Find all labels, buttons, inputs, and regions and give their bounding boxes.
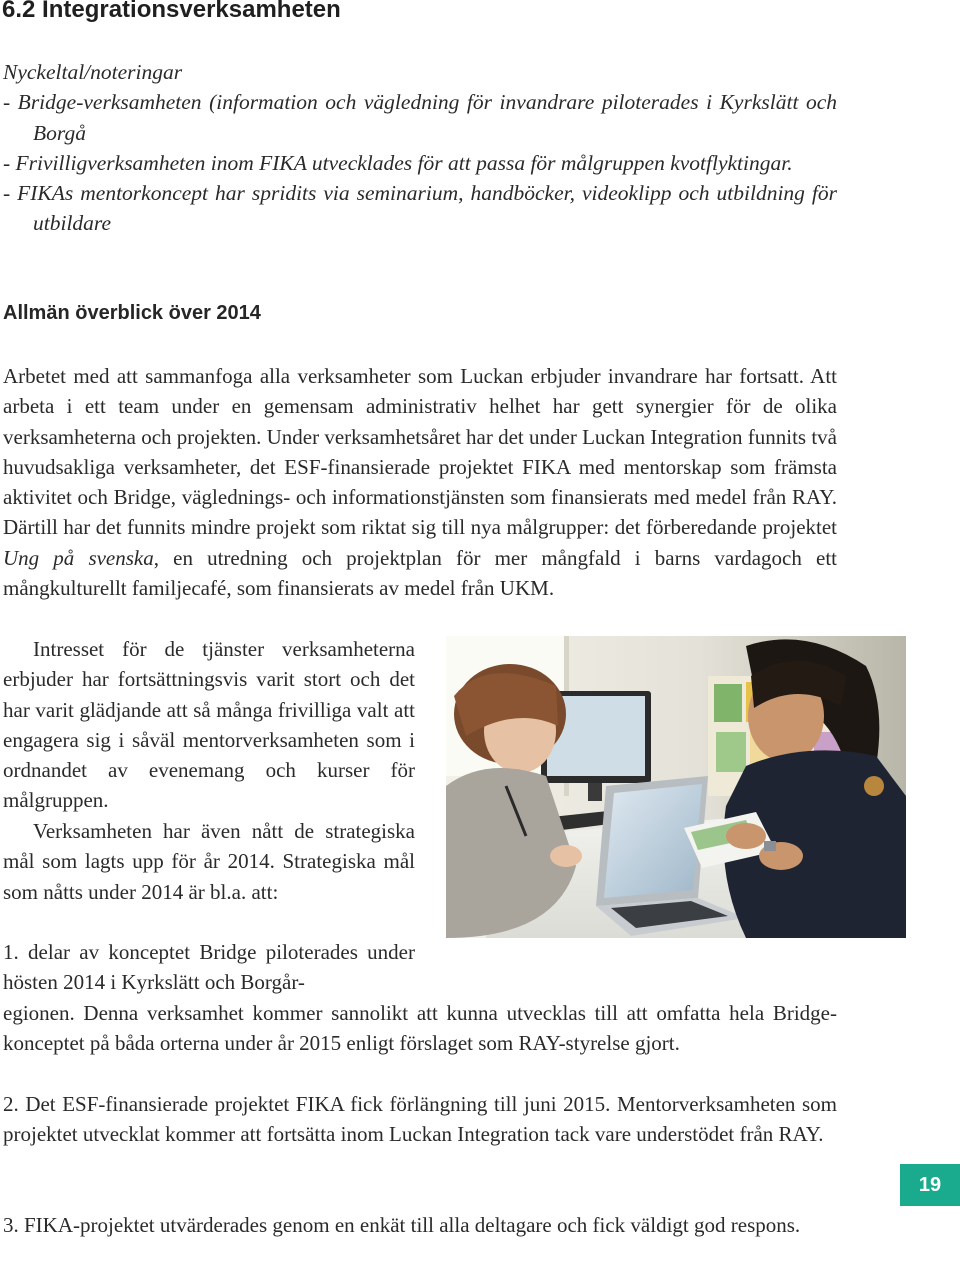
section-heading: 6.2 Integrationsverksamheten <box>2 0 341 23</box>
strategic-goals-paragraph: Verksamheten har även nått de strategiska mål som lagts upp för år 2014. Strategiska mål som nåtts under 2014 är bl.a. att: <box>3 819 415 904</box>
mentoring-photo <box>446 636 906 938</box>
page-number-badge: 19 <box>900 1164 960 1206</box>
goal-3-paragraph: 3. FIKA-projektet utvärderades genom en enkät till alla deltagare och fick väldigt god respons. <box>3 1213 801 1237</box>
overview-intro-paragraph <box>3 361 837 603</box>
goal-2-paragraph: 2. Det ESF-finansierade projektet FIKA fick förlängning till juni 2015. Mentorverksamheten som projektet utvecklat kommer att fortsätta inom Luckan Integration tack vare understödet från RAY. <box>3 1092 837 1147</box>
note-item-volunteer: - Frivilligverksamheten inom FIKA utvecklades för att passa för målgruppen kvotflyktingar. <box>3 150 793 175</box>
note-item-mentor: - FIKAs mentorkoncept har spridits via seminarium, handböcker, videoklipp och utbildning för utbildare <box>3 181 837 236</box>
intro-text-start: Arbetet med att sammanfoga alla verksamheter som Luckan erbjuder invandrare har fortsatt. Att arbeta i ett team under en gemensam administrativ helhet har gett synergier för de olika verksamheterna och projekten. Under verksamhetsåret har det under Luckan Integration funnits två huvudsakliga verksamheter, det ESF-finansierade projektet FIKA med mentorskap som främsta aktivitet och Bridge, väglednings- och informationstjänsten som finansierats med medel från RAY. Därtill har det funnits mindre projekt som riktat sig till nya målgrupper: det förberedande projektet <box>3 364 837 540</box>
photo-illustration <box>446 636 906 938</box>
goal-1-start: 1. delar av konceptet Bridge piloterades under hösten 2014 i Kyrkslätt och Borgår- <box>3 940 415 995</box>
interest-paragraph: Intresset för de tjänster verksamheterna erbjuder har fortsättningsvis varit stort och det har varit glädjande att så många frivilliga valt att engagera sig i såväl mentorverksamheten som i ordnandet av evenemang och kurser för målgruppen. <box>3 637 415 813</box>
intro-text-end: , en utredning och projektplan för mer mångfald i barns vardagoch ett mångkulturellt familjecafé, som finansierats av medel från UKM. <box>3 545 837 601</box>
overview-heading: Allmän överblick över 2014 <box>3 302 261 324</box>
note-item-bridge: - Bridge-verksamheten (information och vägledning för invandrare piloterades i Kyrkslätt och Borgå <box>3 90 837 145</box>
intro-italic-project-name: Ung på svenska <box>3 545 154 570</box>
notes-label: Nyckeltal/noteringar <box>3 60 183 84</box>
goal-1-continued: egionen. Denna verksamhet kommer sannolikt att kunna utvecklas till att omfatta hela Bridge-konceptet på båda orterna under år 2015 enligt förslaget som RAY-styrelse gjort. <box>3 1001 837 1056</box>
key-notes <box>3 57 837 239</box>
